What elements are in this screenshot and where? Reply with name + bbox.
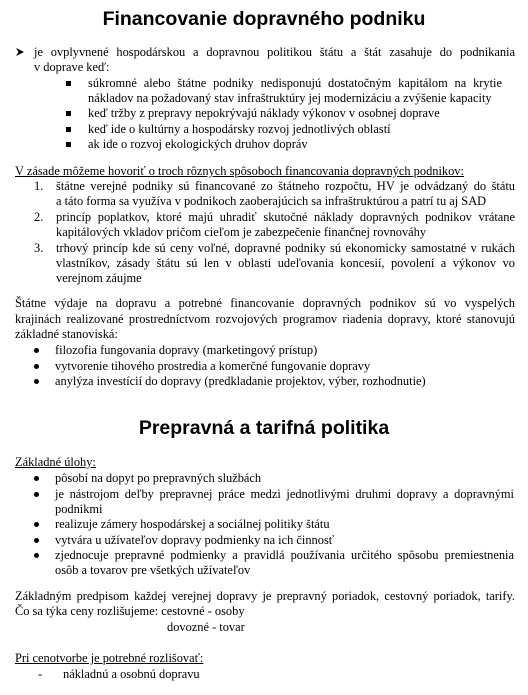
sub-item-line: keď ide o kultúrny a hospodársky rozvoj jednotlivých oblastí [88, 122, 391, 136]
paragraph-line: dovozné - tovar [167, 620, 245, 634]
numbered-item-line: princíp poplatkov, ktoré majú uhradiť skutočné náklady dopravných podnikov vrátane [56, 210, 515, 224]
numbered-item-line: trhový princíp kde sú ceny voľné, dopravné podniky sú ekonomicky samostatné v rukách [56, 241, 515, 255]
round-bullet-icon [34, 476, 39, 481]
arrow-item-line: v doprave keď: [34, 60, 110, 74]
bullet-item: anylýza investícií do dopravy (predkladanie projektov, výber, rozhodnutie) [55, 374, 426, 388]
arrow-bullet-icon [15, 47, 25, 57]
section-title: Financovanie dopravného podniku [102, 8, 426, 30]
numbered-item-line: a táto forma sa využíva v podnikoch zaoberajúcich sa infraštruktúrou a patrí tu aj SAD [56, 194, 487, 208]
paragraph-line: Základným predpisom každej verejnej dopravy je prepravný poriadok, cestovný poriadok, tarify. [15, 589, 515, 603]
numbered-item-line: vlastníkov, zásady štátu sú len v oblasti udeľovania koncesií, povolení a výkonov vo [56, 256, 515, 270]
round-bullet-icon [34, 522, 39, 527]
bullet-item: zjednocuje prepravné podmienky a pravidlá používania určitého spôsobu premiestnenia [55, 548, 514, 562]
bullet-item: vytvára u užívateľov dopravy podmienky na ich činnosť [55, 533, 335, 547]
numbered-item-line: štátne verejné podniky sú financované zo štátneho rozpočtu, HV je odvádzaný do štátu [56, 179, 515, 193]
dash-item: nákladnú a osobnú dopravu [63, 667, 200, 681]
list-number: 3. [34, 241, 44, 255]
bullet-item: realizuje zámery hospodárskej a sociálnej politiky štátu [55, 517, 330, 531]
square-bullet-icon [66, 111, 71, 116]
square-bullet-icon [66, 81, 71, 86]
paragraph-line: Čo sa týka ceny rozlišujeme: cestovné - osoby [15, 604, 245, 618]
round-bullet-icon [34, 538, 39, 543]
round-bullet-icon [34, 348, 39, 353]
bullet-item: je nástrojom deľby prepravnej práce medzi jednotlivými druhmi dopravy a dopravnými [55, 487, 514, 501]
square-bullet-icon [66, 142, 71, 147]
paragraph-line: krajinách realizované prostredníctvom rozvojových programov riadenia dopravy, ktoré stanovujú [15, 312, 515, 326]
pricing-heading: Pri cenotvorbe je potrebné rozlišovať: [15, 651, 204, 665]
paragraph-line: Štátne výdaje na dopravu a potrebné financovanie dopravných podnikov sú vo vyspelých [15, 296, 515, 310]
bullet-item: pôsobí na dopyt po prepravných službách [55, 471, 262, 485]
round-bullet-icon [34, 553, 39, 558]
sub-item-line: ak ide o rozvoj ekologických druhov dopráv [88, 137, 308, 151]
numbered-item-line: kapitálových vkladov pričom cieľom je zabezpečenie finančnej rovnováhy [56, 225, 427, 239]
bullet-item: osôb a tovarov pre všetkých užívateľov [55, 563, 251, 577]
round-bullet-icon [34, 492, 39, 497]
sub-item-line: keď tržby z prepravy nepokrývajú náklady výkonov v osobnej doprave [88, 106, 440, 120]
bullet-item: podnikmi [55, 502, 103, 516]
sub-item-line: nákladov na požadovaný stav infraštruktúry jej modernizáciu a zvýšenie kapacity [88, 91, 492, 105]
paragraph-line: základné stanoviská: [15, 327, 118, 341]
intro-text: V zásade môžeme hovoriť o troch rôznych spôsoboch financovania dopravných podnikov: [15, 164, 464, 178]
round-bullet-icon [34, 364, 39, 369]
arrow-item-line: je ovplyvnené hospodárskou a dopravnou politikou štátu a štát zasahuje do podnikania [34, 45, 515, 59]
square-bullet-icon [66, 127, 71, 132]
numbered-item-line: verejnom záujme [56, 271, 142, 285]
tasks-heading: Základné úlohy: [15, 455, 96, 469]
section-title: Prepravná a tarifná politika [138, 417, 390, 439]
list-number: 2. [34, 210, 44, 224]
bullet-item: vytvorenie tihového prostredia a komerčné fungovanie dopravy [55, 359, 371, 373]
list-number: 1. [34, 179, 44, 193]
bullet-item: filozofia fungovania dopravy (marketingový prístup) [55, 343, 318, 357]
round-bullet-icon [34, 379, 39, 384]
dash-marker: - [38, 667, 43, 681]
sub-item-line: súkromné alebo štátne podniky nedisponujú dostatočným kapitálom na krytie [88, 76, 502, 90]
